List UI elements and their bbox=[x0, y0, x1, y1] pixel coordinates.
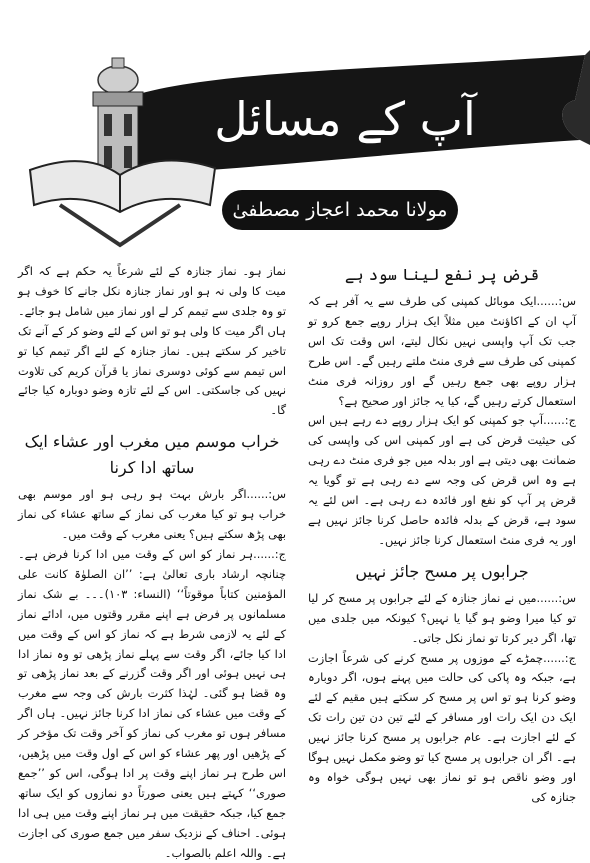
section-heading: جرابوں پر مسح جائز نہیں bbox=[355, 561, 529, 581]
section-heading: قرض پر نفع لینا سود ہے bbox=[344, 265, 540, 284]
answer-text: ج:......آپ جو کمپنی کو ایک ہزار روپے دے رہے ہیں اس کی حیثیت قرض کی ہے اور کمپنی اس کی واپسی کی ضمانت بھی دیتی ہے اور بدلہ میں جو فری منٹ دے رہی ہے وہ اس قرض کی وجہ سے دے رہی ہے تو گویا یہ قرض پر آپ کو نفع اور فائدہ دے رہی ہے۔ اس لئے یہ سود ہے، قرض کے بدلہ فائدہ حاصل کرنا جائز نہیں ہے اور یہ فری منٹ استعمال کرنا جائز نہیں۔ bbox=[308, 413, 576, 547]
book-icon bbox=[30, 160, 215, 245]
section-heading: خراب موسم میں مغرب اور عشاء ایک ساتھ ادا کرنا bbox=[24, 432, 280, 478]
header-title: آپ کے مسائل bbox=[214, 92, 476, 146]
author-name: مولانا محمد اعجاز مصطفیٰ bbox=[222, 190, 458, 230]
question-text: س:......میں نے نماز جنازہ کے لئے جرابوں پر مسح کر لیا تو کیا میرا وضو ہو گیا یا نہیں؟ کیونکہ میں جلدی میں تھا، اگر دیر کرتا تو نماز نکل جاتی۔ bbox=[308, 590, 576, 645]
question-text: س:......ایک موبائل کمپنی کی طرف سے یہ آفر ہے کہ آپ ان کے اکاؤنٹ میں مثلاً ایک ہزار روپے جمع کرو تو جب تک آپ واپسی نہیں نکال لیتے، اس وقت تک اس کمپنی کی طرف سے فری منٹ ملتے رہیں گے۔ اس طرح ہزار روپے بھی جمع رہیں گے اور روزانہ فری منٹ استعمال کرتے رہیں گے، کیا یہ جائز اور صحیح ہے؟ bbox=[308, 294, 576, 408]
question-text: س:......اگر بارش بہت ہو رہی ہو اور موسم بھی خراب ہو تو کیا مغرب کی نماز کے ساتھ عشاء کی نماز بھی پڑھ سکتے ہیں؟ یعنی مغرب کے وقت میں۔ bbox=[18, 487, 286, 542]
left-column bbox=[18, 262, 286, 863]
page-header bbox=[0, 0, 590, 255]
answer-text: ج:......چمڑے کے موزوں پر مسح کرنے کی شرعاً اجازت ہے، جبکہ وہ پاکی کی حالت میں پہنے ہوں، اگر دوبارہ وضو کرنا ہو تو اس پر مسح کر سکتے ہیں مقیم کے لئے ایک دن ایک رات اور مسافر کے لئے تین دن تین رات تک کے لئے اجازت ہے۔ عام جرابوں پر مسح کرنا جائز نہیں ہے۔ اگر ان جرابوں پر مسح کیا تو وضو مکمل نہیں ہوگا اور وضو ناقص ہو تو نماز بھی نہیں ہوگی خواہ وہ جنازہ کی bbox=[308, 650, 576, 804]
answer-text: ج:......ہر نماز کو اس کے وقت میں ادا کرنا فرض ہے۔ چنانچہ ارشاد باری تعالیٰ ہے: ’’ان الصلوٰۃ کانت علی المؤمنین کتاباً موقوتاً‘‘ (النساء: ۱۰۳)۔۔۔ بے شک نماز مسلمانوں پر فرض ہے اپنے مقرر وقتوں میں، ادائے نماز کے لئے یہ لازمی شرط ہے کہ نماز کو اس کے وقت میں ادا کیا جائے، اگر وقت سے پہلے نماز پڑھی تو وہ نماز ادا ہی نہیں ہوئی اور اگر وقت گزرنے کے بعد نماز پڑھی تو وہ قضا ہو گئی۔ لہٰذا کثرت بارش کی وجہ سے مغرب کے وقت میں عشاء کی نماز ادا کرنا جائز نہیں۔ ہاں اگر مسافر ہوں تو مغرب کی نماز کو آخر وقت تک مؤخر کر کے پڑھیں اور پھر عشاء کو اس کے اول وقت میں پڑھیں، اس طرح ہر نماز اپنے وقت پر ادا ہوگی، اس کو ’’جمع صوری‘‘ کہتے ہیں یعنی صورتاً دو نمازوں کو ایک ساتھ جمع کیا، جبکہ حقیقت میں ہر نماز اپنے وقت میں ہی ادا ہوئی۔ احناف کے نزدیک سفر میں جمع صوری کی اجازت ہے۔ واللہ اعلم بالصواب۔ bbox=[18, 546, 287, 860]
right-column bbox=[308, 262, 576, 808]
answer-continuation: نماز ہو۔ نماز جنازہ کے لئے شرعاً یہ حکم ہے کہ اگر میت کا ولی نہ ہو اور نماز جنازہ نکل جانے کا خوف ہو تو وہ جلدی سے تیمم کر لے اور نماز میں شامل ہو جائے۔ ہاں اگر میت کا ولی ہو تو اس کے لئے وضو کر کے آنے تک تاخیر کر سکتے ہیں۔ نماز جنازہ کے لئے اگر تیمم کیا تو اس تیمم سے کوئی دوسری نماز یا قرآن کریم کی تلاوت نہیں کی جاسکتی۔ اس کے لئے تازہ وضو دوبارہ کیا جائے گا۔ bbox=[18, 264, 286, 418]
